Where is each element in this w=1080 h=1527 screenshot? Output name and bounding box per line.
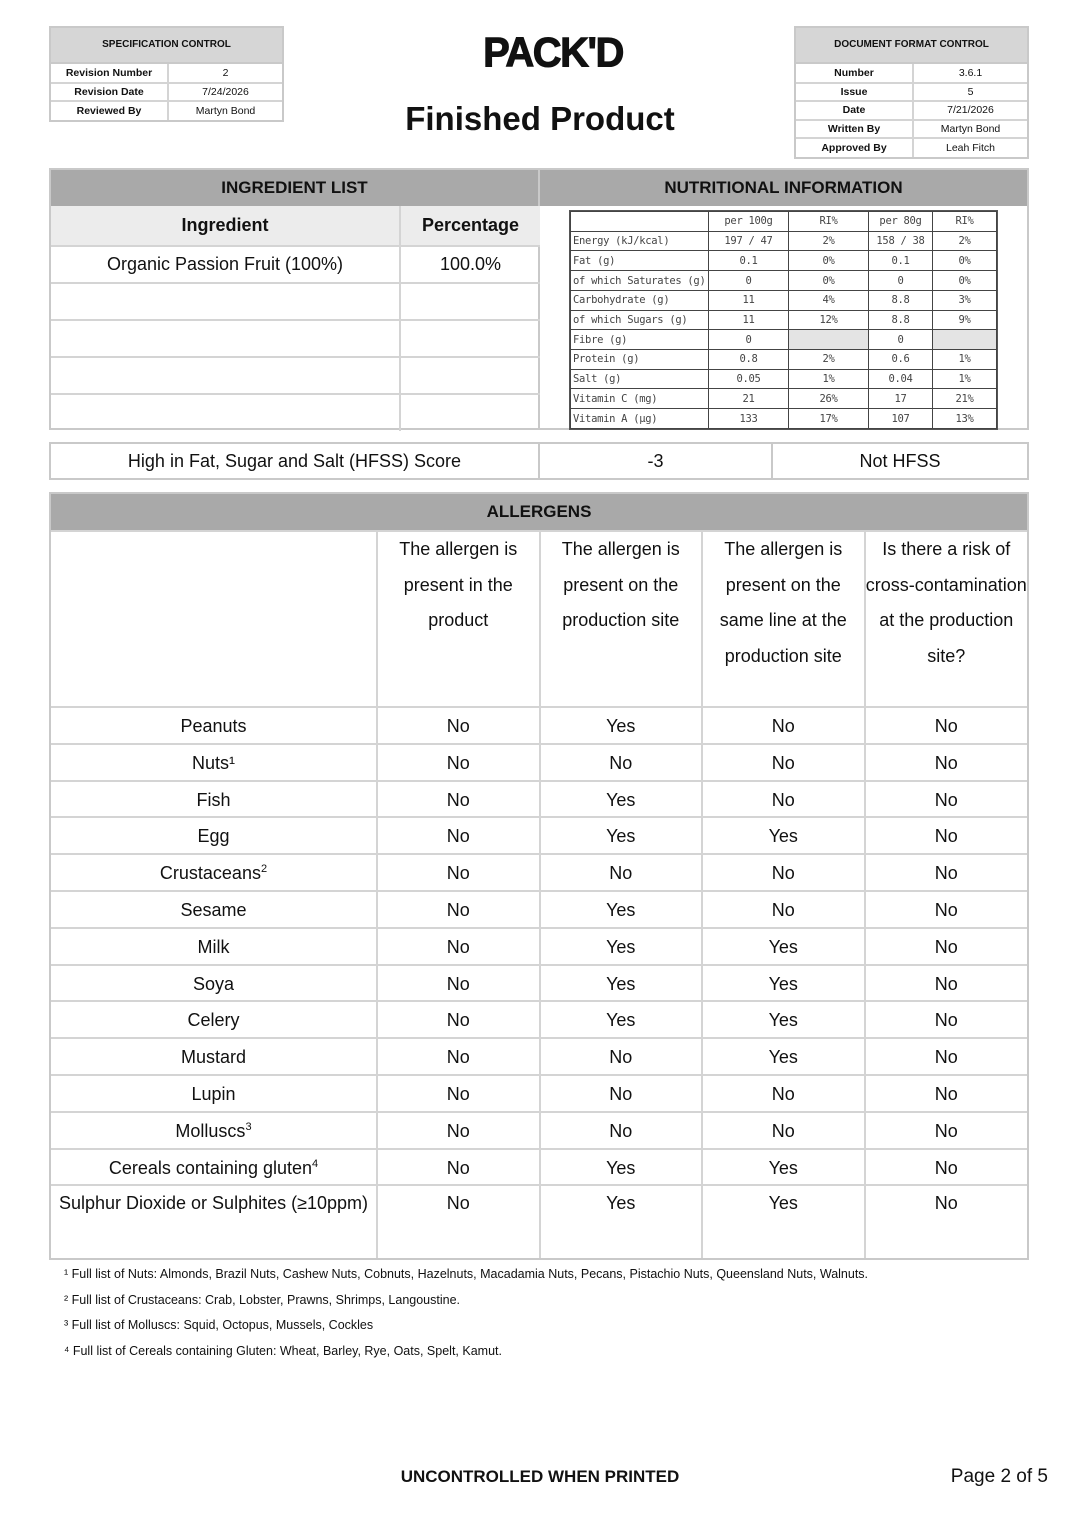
nutrient-value: 0.1 (869, 251, 933, 271)
allergen-value: No (540, 1112, 703, 1149)
spec-row-label: Revision Number (51, 64, 168, 83)
allergen-value: No (377, 781, 540, 818)
doc-row-value: Martyn Bond (913, 120, 1027, 139)
nutrient-value: 21% (933, 389, 997, 409)
allergen-name: Celery (51, 1001, 377, 1038)
nutrient-label: Protein (g) (571, 350, 709, 370)
nutrition-table-image (569, 210, 998, 430)
allergen-row (51, 891, 1027, 928)
allergen-name: Sulphur Dioxide or Sulphites (≥10ppm) (51, 1185, 377, 1258)
allergen-name: Mustard (51, 1038, 377, 1075)
allergen-value: No (865, 965, 1028, 1002)
hfss-label: High in Fat, Sugar and Salt (HFSS) Score (51, 444, 540, 478)
allergen-value: Yes (540, 781, 703, 818)
allergen-row (51, 1185, 1027, 1258)
allergen-value: Yes (540, 928, 703, 965)
allergen-value: Yes (702, 1038, 865, 1075)
allergen-row (51, 1001, 1027, 1038)
ingredient-nutrition-section (49, 168, 1029, 430)
nutrient-label: Vitamin A (µg) (571, 409, 709, 429)
spec-row-value: 7/24/2026 (168, 83, 282, 102)
nutrient-value: 0 (709, 330, 789, 350)
nutrient-label: Fat (g) (571, 251, 709, 271)
nutrient-label: Vitamin C (mg) (571, 389, 709, 409)
allergen-value: No (865, 817, 1028, 854)
allergen-row (51, 965, 1027, 1002)
allergen-row (51, 1075, 1027, 1112)
nutrient-value: 107 (869, 409, 933, 429)
allergen-corner-cell (51, 531, 377, 707)
allergen-row (51, 707, 1027, 744)
allergen-value: No (865, 854, 1028, 891)
allergen-value: No (865, 1001, 1028, 1038)
nutrient-value: 17 (869, 389, 933, 409)
allergen-value: No (865, 1149, 1028, 1186)
allergens-header: ALLERGENS (51, 494, 1027, 530)
nutrient-value: 11 (709, 290, 789, 310)
footnote: ¹ Full list of Nuts: Almonds, Brazil Nuts, Cashew Nuts, Cobnuts, Hazelnuts, Macadamia Nuts, Pecans, Pistachio Nuts, Queensland Nuts, Walnuts. (64, 1267, 869, 1281)
nutrient-value: 12% (789, 310, 869, 330)
allergen-value: No (377, 744, 540, 781)
allergen-value: No (865, 744, 1028, 781)
allergen-value: No (865, 1112, 1028, 1149)
document-format-control-box (794, 26, 1029, 159)
doc-row-label: Number (796, 64, 913, 83)
nutrition-header-cell: per 100g (709, 212, 789, 232)
nutrient-label: of which Saturates (g) (571, 271, 709, 291)
page-number: Page 2 of 5 (950, 1466, 1048, 1487)
hfss-result: Not HFSS (859, 450, 941, 471)
nutrient-value: 0 (709, 271, 789, 291)
footnote-marker: 2 (260, 863, 268, 876)
allergen-row (51, 781, 1027, 818)
doc-row-label: Issue (796, 83, 913, 102)
allergen-value: No (377, 891, 540, 928)
empty-percentage-cell (400, 320, 540, 357)
nutrient-value: 0.05 (709, 369, 789, 389)
nutritional-information-header: NUTRITIONAL INFORMATION (540, 170, 1027, 206)
allergen-question-present-on-site: The allergen is present on the production site (540, 531, 703, 707)
spec-row-value: Martyn Bond (168, 101, 282, 120)
allergen-value: Yes (702, 1185, 865, 1258)
allergen-value: No (377, 1001, 540, 1038)
nutrition-header-cell: RI% (933, 212, 997, 232)
allergen-name: Milk (51, 928, 377, 965)
allergen-name: Lupin (51, 1075, 377, 1112)
allergen-value: Yes (702, 965, 865, 1002)
allergen-name-cell (51, 1112, 377, 1149)
allergen-value: No (865, 1185, 1028, 1258)
document-format-control-title: DOCUMENT FORMAT CONTROL (796, 28, 1027, 64)
allergen-value: No (377, 817, 540, 854)
empty-percentage-cell (400, 357, 540, 394)
allergen-value: No (377, 1185, 540, 1258)
allergen-name: Cereals containing gluten (108, 1157, 312, 1178)
allergen-row (51, 854, 1027, 891)
allergen-value: No (865, 1075, 1028, 1112)
percentage-column-header: Percentage (400, 206, 540, 246)
allergen-footnotes (64, 1262, 868, 1365)
nutrient-label: Energy (kJ/kcal) (571, 231, 709, 251)
nutrient-value: 1% (933, 350, 997, 370)
allergen-row (51, 928, 1027, 965)
allergen-value: No (377, 1112, 540, 1149)
allergen-value: No (702, 707, 865, 744)
doc-row-label: Approved By (796, 138, 913, 157)
doc-row-value: 7/21/2026 (913, 101, 1027, 120)
nutrient-value: 158 / 38 (869, 231, 933, 251)
nutrient-value: 0.04 (869, 369, 933, 389)
allergen-value: No (377, 1075, 540, 1112)
nutrient-value: 2% (789, 350, 869, 370)
nutrition-header-cell: RI% (789, 212, 869, 232)
allergen-name: Sesame (51, 891, 377, 928)
allergen-value: Yes (540, 707, 703, 744)
empty-ingredient-cell (51, 320, 400, 357)
uncontrolled-notice: UNCONTROLLED WHEN PRINTED (400, 1467, 680, 1486)
footnote: ³ Full list of Molluscs: Squid, Octopus, Mussels, Cockles (64, 1318, 374, 1333)
empty-ingredient-cell (51, 357, 400, 394)
allergen-value: Yes (702, 817, 865, 854)
nutrient-value: 21 (709, 389, 789, 409)
nutrient-value: 0% (789, 251, 869, 271)
empty-percentage-cell (400, 283, 540, 320)
nutrient-value: 8.8 (869, 290, 933, 310)
hfss-score: -3 (540, 444, 773, 478)
allergens-table (49, 492, 1029, 1260)
nutrient-value: 133 (709, 409, 789, 429)
allergen-name-cell (51, 1149, 377, 1186)
ingredient-column-header: Ingredient (51, 206, 400, 246)
allergen-value: No (540, 1038, 703, 1075)
ingredient-percentage: 100.0% (400, 246, 540, 283)
allergen-value: Yes (702, 1149, 865, 1186)
allergen-question-cross-contamination: Is there a risk of cross-contamination at the production site? (865, 531, 1028, 707)
allergen-value: No (702, 854, 865, 891)
empty-ingredient-cell (51, 394, 400, 431)
nutrient-value: 0% (789, 271, 869, 291)
nutritional-information (540, 170, 1027, 428)
allergen-name: Peanuts (51, 707, 377, 744)
nutrient-label: Carbohydrate (g) (571, 290, 709, 310)
allergen-value: No (865, 781, 1028, 818)
allergen-value: No (702, 1112, 865, 1149)
spec-row-label: Reviewed By (51, 101, 168, 120)
nutrient-value: 9% (933, 310, 997, 330)
spec-row-value: 2 (222, 66, 229, 79)
allergen-value: Yes (540, 891, 703, 928)
nutrient-value: 0% (933, 271, 997, 291)
allergen-value: No (865, 707, 1028, 744)
doc-row-value: 3.6.1 (958, 66, 983, 79)
nutrient-value: 0 (869, 330, 933, 350)
nutrient-label: Salt (g) (571, 369, 709, 389)
nutrient-value (789, 330, 869, 350)
nutrition-header-cell: per 80g (869, 212, 933, 232)
allergen-value: No (540, 744, 703, 781)
allergen-value: No (702, 781, 865, 818)
allergen-value: Yes (702, 1001, 865, 1038)
allergen-value: No (702, 744, 865, 781)
allergen-name: Crustaceans (159, 863, 261, 884)
allergen-question-present-in-product: The allergen is present in the product (377, 531, 540, 707)
specification-control-box (49, 26, 284, 122)
nutrition-header-cell (571, 212, 709, 232)
allergen-value: No (377, 707, 540, 744)
allergen-value: Yes (540, 965, 703, 1002)
allergen-name: Nuts¹ (51, 744, 377, 781)
allergen-value: No (702, 1075, 865, 1112)
footnote: ² Full list of Crustaceans: Crab, Lobster, Prawns, Shrimps, Langoustine. (64, 1292, 461, 1307)
allergen-value: No (865, 1038, 1028, 1075)
allergen-value: Yes (540, 817, 703, 854)
nutrient-value: 2% (933, 231, 997, 251)
nutrient-value: 0.6 (869, 350, 933, 370)
doc-row-label: Written By (796, 120, 913, 139)
nutrient-value: 0.8 (709, 350, 789, 370)
allergen-question-same-line: The allergen is present on the same line at the production site (702, 531, 865, 707)
nutrient-value: 1% (789, 369, 869, 389)
allergen-value: No (865, 891, 1028, 928)
allergen-value: No (540, 854, 703, 891)
allergen-value: Yes (540, 1185, 703, 1258)
nutrient-value: 0% (933, 251, 997, 271)
footnote-marker: 4 (312, 1157, 319, 1170)
ingredient-list (51, 170, 540, 428)
nutrient-value: 0 (869, 271, 933, 291)
allergen-name: Egg (51, 817, 377, 854)
nutrient-value: 0.1 (709, 251, 789, 271)
nutrient-label: Fibre (g) (571, 330, 709, 350)
allergen-value: No (865, 928, 1028, 965)
allergen-value: No (377, 965, 540, 1002)
allergen-name: Soya (51, 965, 377, 1002)
nutrient-value: 11 (709, 310, 789, 330)
hfss-score-row (49, 442, 1029, 480)
nutrient-value: 13% (933, 409, 997, 429)
allergen-value: Yes (702, 928, 865, 965)
page-title: Finished Product (405, 100, 675, 137)
allergen-row (51, 817, 1027, 854)
ingredient-name: Organic Passion Fruit (100%) (51, 246, 400, 283)
allergen-row (51, 1112, 1027, 1149)
doc-row-label: Date (796, 101, 913, 120)
allergen-value: No (540, 1075, 703, 1112)
doc-row-value: 5 (913, 83, 1027, 102)
allergen-value: No (702, 891, 865, 928)
allergen-value: No (377, 1149, 540, 1186)
allergen-name: Fish (51, 781, 377, 818)
allergen-value: No (377, 854, 540, 891)
specification-control-title: SPECIFICATION CONTROL (51, 28, 282, 64)
allergen-name: Molluscs (175, 1120, 246, 1141)
footnote-marker: 3 (245, 1120, 252, 1133)
ingredient-list-header: INGREDIENT LIST (51, 170, 538, 206)
nutrient-value: 4% (789, 290, 869, 310)
allergen-value: No (377, 928, 540, 965)
doc-row-value: Leah Fitch (913, 138, 1027, 157)
allergen-value: Yes (540, 1149, 703, 1186)
packd-logo: PACK'D (483, 29, 623, 76)
allergen-name-cell (51, 854, 377, 891)
nutrient-value: 2% (789, 231, 869, 251)
nutrient-label: of which Sugars (g) (571, 310, 709, 330)
allergen-value: No (377, 1038, 540, 1075)
allergen-row (51, 1038, 1027, 1075)
empty-ingredient-cell (51, 283, 400, 320)
nutrient-value: 26% (789, 389, 869, 409)
empty-percentage-cell (400, 394, 540, 431)
nutrient-value: 1% (933, 369, 997, 389)
allergen-row (51, 744, 1027, 781)
allergen-value: Yes (540, 1001, 703, 1038)
nutrient-value: 197 / 47 (709, 231, 789, 251)
nutrient-value: 3% (933, 290, 997, 310)
footnote: ⁴ Full list of Cereals containing Gluten: Wheat, Barley, Rye, Oats, Spelt, Kamut. (64, 1344, 502, 1359)
nutrient-value (933, 330, 997, 350)
allergen-row (51, 1149, 1027, 1186)
spec-row-label: Revision Date (51, 83, 168, 102)
nutrient-value: 17% (789, 409, 869, 429)
nutrient-value: 8.8 (869, 310, 933, 330)
